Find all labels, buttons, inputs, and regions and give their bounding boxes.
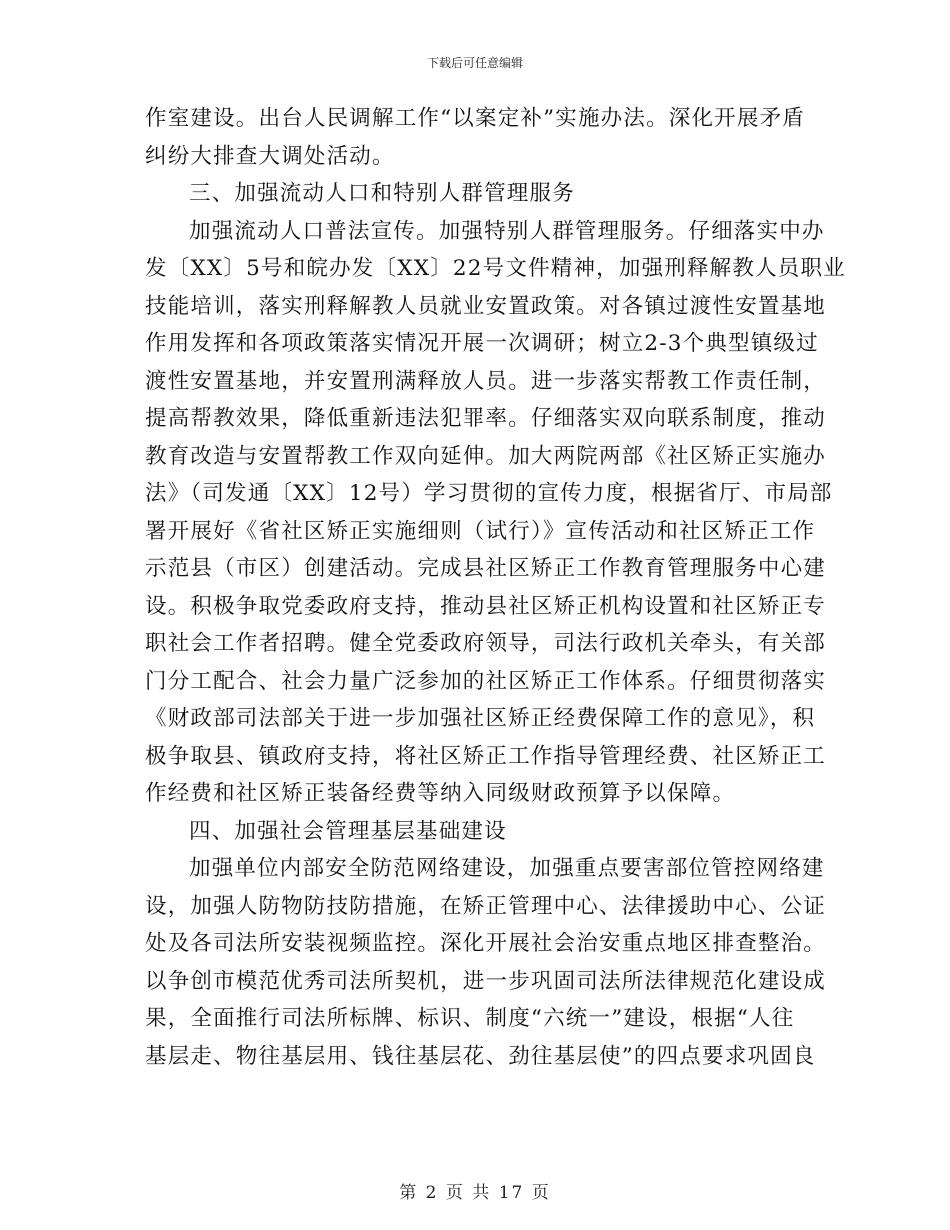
page-number-footer: 第 2 页 共 17 页: [399, 1183, 551, 1203]
page-header: 下载后可任意编辑: [426, 56, 523, 70]
body-line: 提高帮教效果，降低重新违法犯罪率。仔细落实双向联系制度，推动: [145, 406, 827, 431]
document-body: [145, 100, 846, 1075]
body-line: 极争取县、镇政府支持，将社区矫正工作指导管理经费、社区矫正工: [145, 743, 827, 769]
body-line: 署开展好《省社区矫正实施细则（试行）》宣传活动和社区矫正工作: [145, 518, 816, 544]
body-line: 果，全面推行司法所标牌、标识、制度“六统一”建设，根据“人往: [145, 1006, 795, 1031]
body-line: 法》（司发通〔XX〕12号）学习贯彻的宣传力度，根据省厅、市局部: [145, 481, 833, 506]
body-line: 基层走、物往基层用、钱往基层花、劲往基层使”的四点要求巩固良: [145, 1043, 816, 1069]
body-line: 纠纷大排查大调处活动。: [145, 143, 395, 169]
section-heading: 三、加强流动人口和特别人群管理服务: [189, 181, 575, 206]
body-line: 教育改造与安置帮教工作双向延伸。加大两院两部《社区矫正实施办: [145, 443, 827, 469]
body-line: 技能培训，落实刑释解教人员就业安置政策。对各镇过渡性安置基地: [145, 293, 827, 319]
body-line: 作室建设。出台人民调解工作“以案定补”实施办法。深化开展矛盾: [145, 106, 805, 131]
body-line: 渡性安置基地，并安置刑满释放人员。进一步落实帮教工作责任制，: [145, 368, 827, 394]
body-line: 以争创市模范优秀司法所契机，进一步巩固司法所法律规范化建设成: [145, 968, 827, 994]
body-line: 门分工配合、社会力量广泛参加的社区矫正工作体系。仔细贯彻落实: [145, 668, 827, 694]
body-line: 示范县（市区）创建活动。完成县社区矫正工作教育管理服务中心建: [145, 556, 827, 581]
body-line: 发〔XX〕5号和皖办发〔XX〕22号文件精神，加强刑释解教人员职业: [145, 256, 846, 281]
body-line: 加强单位内部安全防范网络建设，加强重点要害部位管控网络建: [189, 856, 825, 881]
body-line: 设。积极争取党委政府支持，推动县社区矫正机构设置和社区矫正专: [145, 593, 827, 619]
body-line: 职社会工作者招聘。健全党委政府领导，司法行政机关牵头，有关部: [145, 631, 827, 656]
body-line: 设，加强人防物防技防措施，在矫正管理中心、法律援助中心、公证: [145, 893, 827, 919]
body-line: 作经费和社区矫正装备经费等纳入同级财政预算予以保障。: [145, 781, 736, 806]
body-line: 《财政部司法部关于进一步加强社区矫正经费保障工作的意见》，积: [145, 706, 816, 731]
body-line: 加强流动人口普法宣传。加强特别人群管理服务。仔细落实中办: [189, 218, 825, 244]
body-line: 作用发挥和各项政策落实情况开展一次调研；树立2-3个典型镇级过: [145, 331, 819, 356]
body-line: 处及各司法所安装视频监控。深化开展社会治安重点地区排查整治。: [145, 931, 827, 956]
section-heading: 四、加强社会管理基层基础建设: [189, 818, 507, 844]
